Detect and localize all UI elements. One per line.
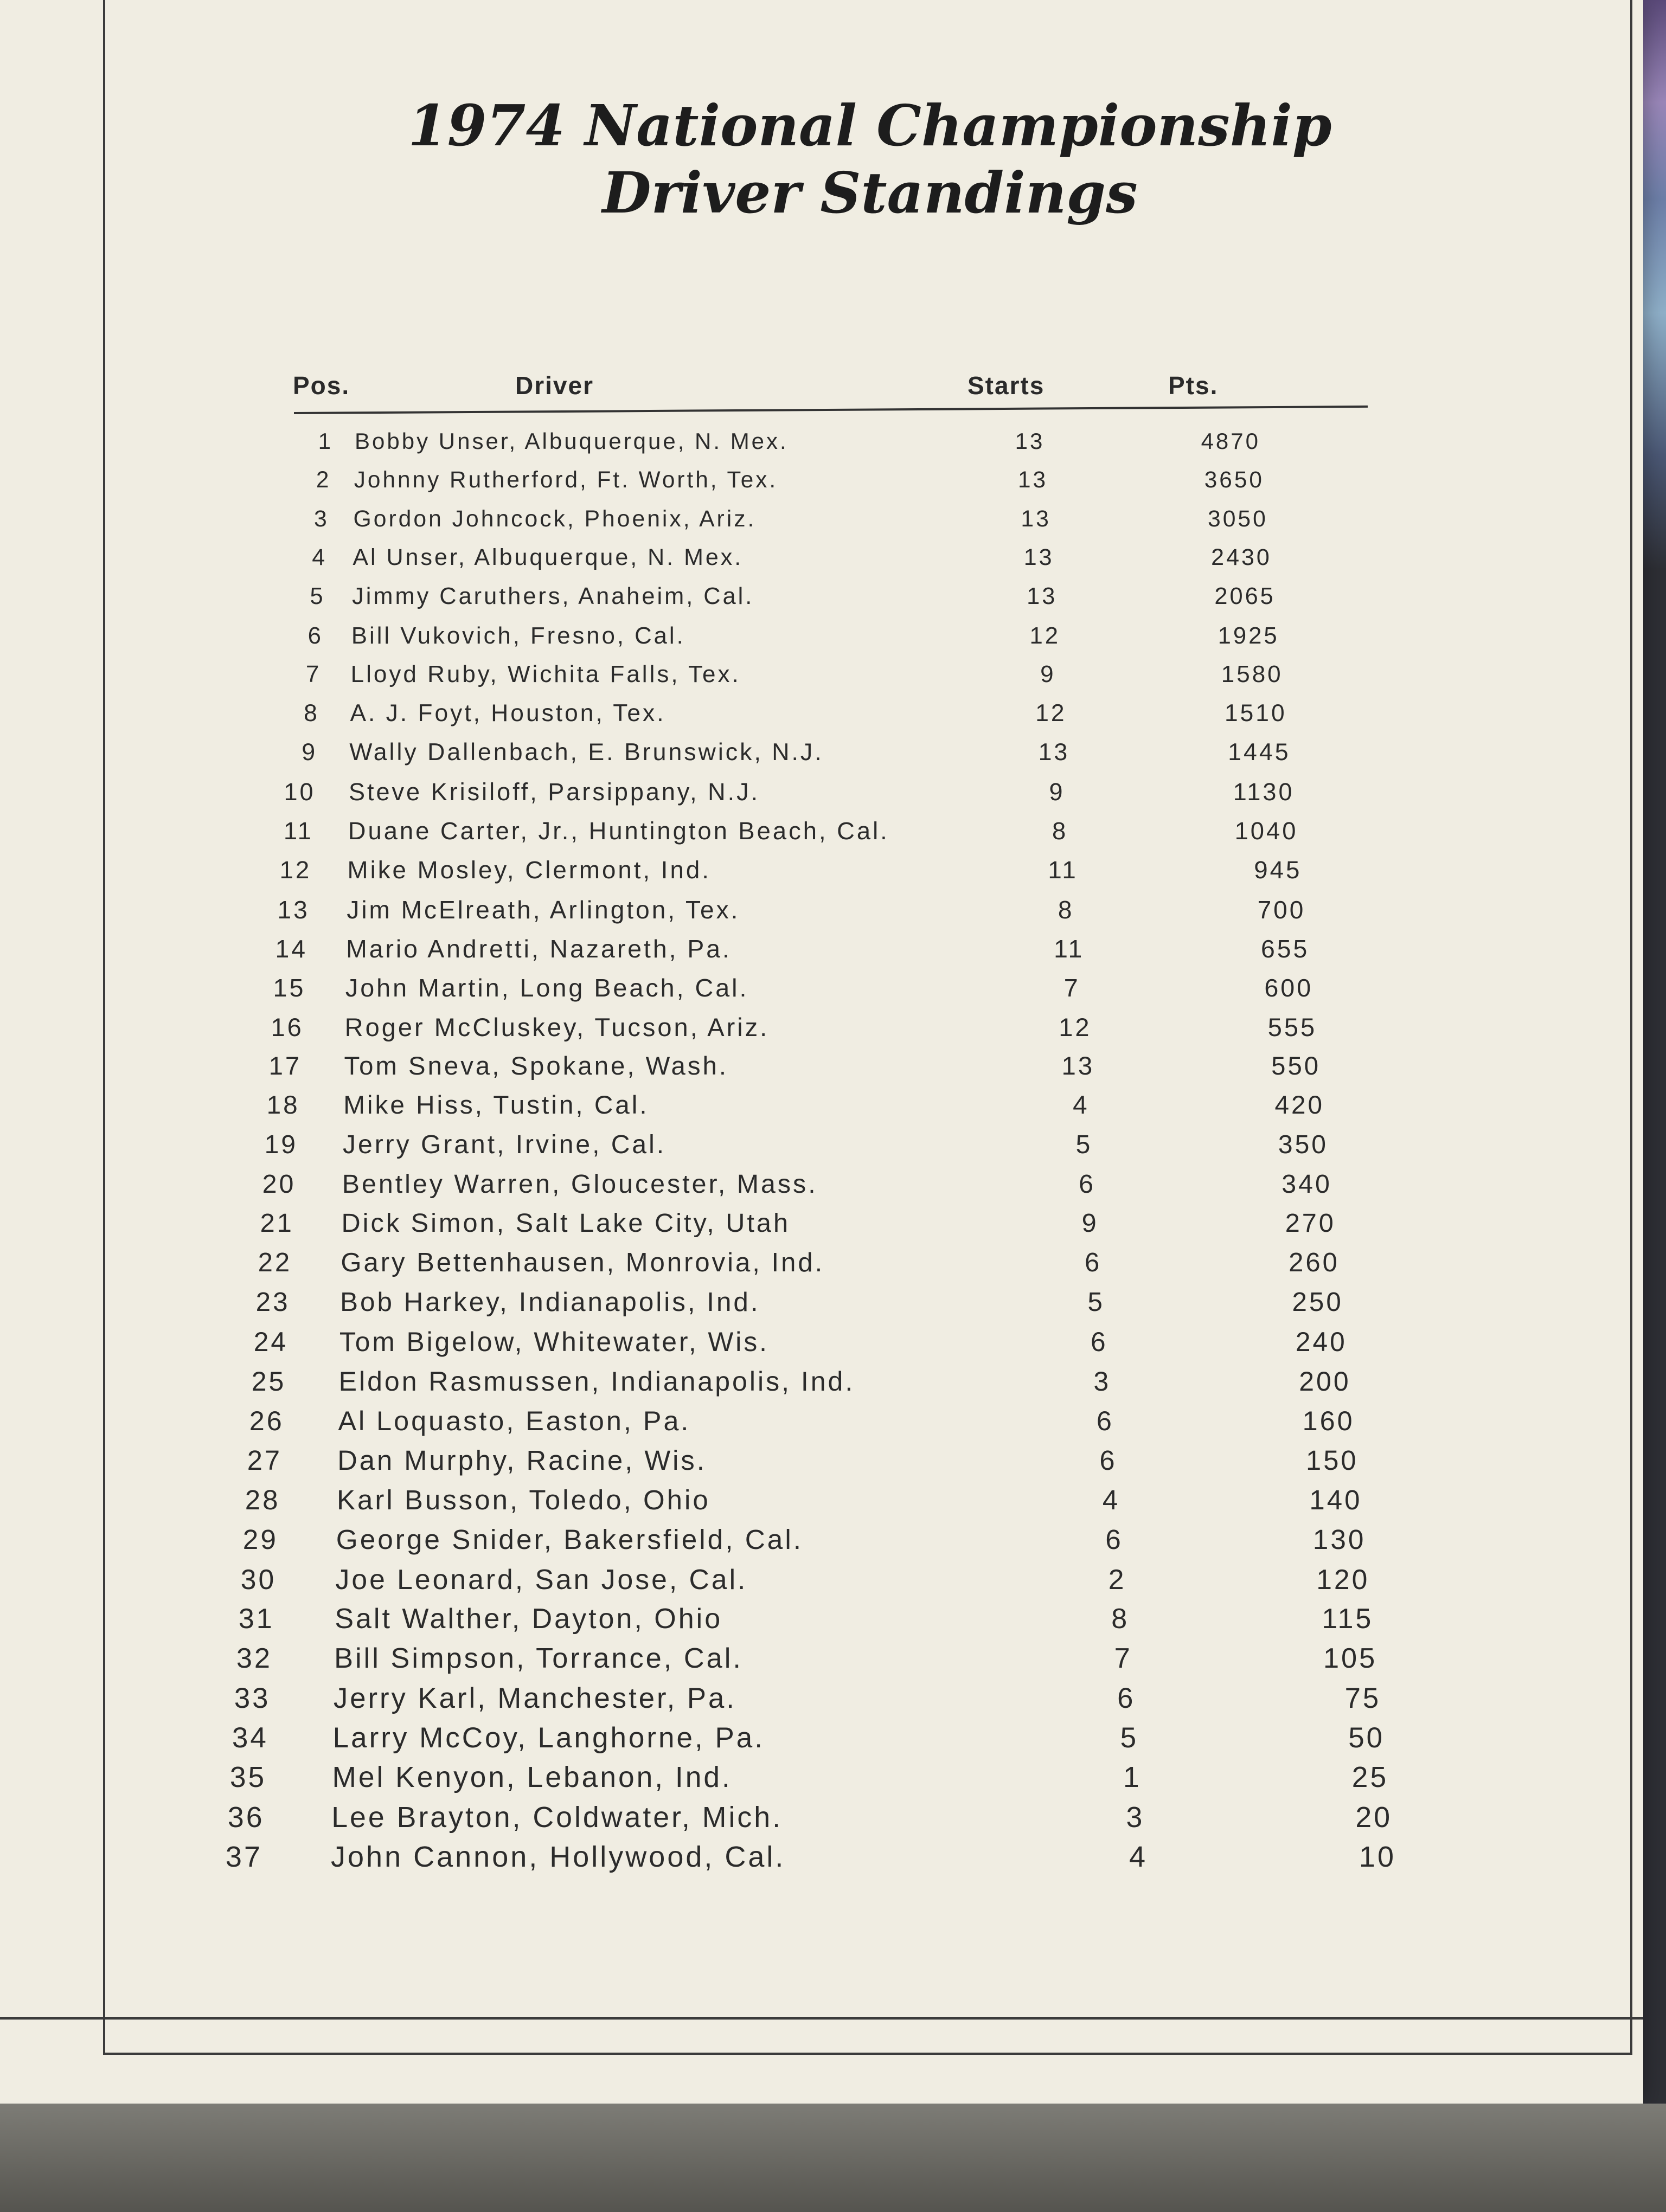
row-starts: 9 — [1049, 777, 1065, 806]
row-pos: 11 — [283, 816, 313, 845]
row-pts: 1040 — [1234, 816, 1298, 845]
row-starts: 5 — [1087, 1287, 1105, 1317]
row-driver: Gary Bettenhausen, Monrovia, Ind. — [341, 1248, 825, 1277]
row-pts: 3650 — [1204, 467, 1264, 493]
table-header — [105, 371, 1635, 409]
row-driver: Salt Walther, Dayton, Ohio — [335, 1603, 723, 1635]
row-driver: John Martin, Long Beach, Cal. — [345, 973, 749, 1002]
row-pos: 8 — [304, 700, 319, 727]
table-row — [105, 1444, 1635, 1477]
table-row — [105, 1130, 1635, 1162]
row-starts: 11 — [1054, 934, 1085, 963]
row-pts: 25 — [1351, 1761, 1389, 1793]
row-pos: 23 — [255, 1287, 290, 1317]
row-starts: 8 — [1058, 895, 1074, 924]
row-pos: 16 — [271, 1012, 304, 1041]
table-row — [105, 934, 1635, 967]
table-row — [105, 1761, 1635, 1793]
row-starts: 2 — [1108, 1563, 1126, 1595]
table-row — [105, 661, 1635, 693]
row-pos: 7 — [305, 661, 322, 688]
row-pos: 13 — [277, 895, 310, 924]
row-starts: 6 — [1085, 1248, 1102, 1277]
row-pts: 105 — [1323, 1642, 1377, 1674]
row-pts: 550 — [1271, 1052, 1321, 1081]
table-row — [105, 1523, 1635, 1556]
row-pts: 2430 — [1211, 544, 1272, 571]
row-starts: 12 — [1035, 700, 1067, 727]
row-pos: 35 — [229, 1761, 267, 1793]
row-starts: 13 — [1038, 738, 1070, 766]
row-pts: 130 — [1312, 1523, 1366, 1555]
row-starts: 9 — [1040, 661, 1056, 688]
table-row — [105, 1801, 1635, 1833]
row-pts: 150 — [1306, 1445, 1359, 1476]
row-pos: 27 — [247, 1445, 283, 1476]
row-starts: 13 — [1015, 428, 1045, 454]
row-starts: 5 — [1075, 1130, 1093, 1159]
row-starts: 6 — [1090, 1327, 1108, 1358]
row-pos: 28 — [245, 1484, 280, 1515]
row-driver: Dick Simon, Salt Lake City, Utah — [341, 1208, 791, 1238]
table-row — [105, 895, 1635, 928]
row-pos: 37 — [225, 1841, 262, 1874]
row-driver: Lloyd Ruby, Wichita Falls, Tex. — [350, 661, 741, 688]
table-row — [105, 1840, 1635, 1873]
row-driver: Tom Sneva, Spokane, Wash. — [344, 1052, 729, 1081]
row-driver: Mel Kenyon, Lebanon, Ind. — [332, 1761, 732, 1793]
row-driver: Mario Andretti, Nazareth, Pa. — [346, 934, 732, 963]
row-driver: Bobby Unser, Albuquerque, N. Mex. — [355, 428, 789, 454]
row-driver: Al Unser, Albuquerque, N. Mex. — [353, 544, 744, 571]
table-row — [105, 700, 1635, 732]
row-pts: 75 — [1344, 1682, 1381, 1714]
row-driver: Roger McCluskey, Tucson, Ariz. — [344, 1012, 770, 1041]
row-pts: 945 — [1254, 856, 1302, 884]
table-row — [105, 973, 1635, 1006]
table-row — [105, 1012, 1635, 1045]
row-starts: 5 — [1120, 1721, 1139, 1754]
row-starts: 13 — [1061, 1052, 1095, 1081]
row-driver: Bill Vukovich, Fresno, Cal. — [351, 622, 685, 649]
table-row — [105, 1563, 1635, 1596]
row-starts: 11 — [1048, 856, 1078, 884]
table-row — [105, 544, 1635, 577]
row-starts: 13 — [1027, 583, 1058, 610]
row-driver: Steve Krisiloff, Parsippany, N.J. — [349, 777, 760, 806]
row-starts: 8 — [1111, 1603, 1130, 1635]
table-row — [105, 856, 1635, 889]
row-pos: 20 — [262, 1169, 296, 1199]
row-driver: Larry McCoy, Langhorne, Pa. — [332, 1721, 765, 1754]
row-pts: 340 — [1281, 1169, 1332, 1199]
row-driver: Dan Murphy, Racine, Wis. — [337, 1445, 707, 1476]
row-pos: 2 — [316, 467, 331, 493]
row-driver: Jim McElreath, Arlington, Tex. — [347, 895, 740, 924]
row-driver: Al Loquasto, Easton, Pa. — [338, 1405, 691, 1437]
row-pts: 50 — [1348, 1721, 1385, 1754]
table-row — [105, 1169, 1635, 1201]
table-row — [105, 467, 1635, 499]
row-pts: 20 — [1355, 1801, 1393, 1834]
surface-below-page — [0, 2104, 1666, 2212]
row-pos: 34 — [232, 1721, 268, 1754]
table-row — [105, 583, 1635, 616]
row-starts: 4 — [1129, 1841, 1148, 1874]
page-title — [105, 92, 1635, 227]
row-pts: 3050 — [1207, 505, 1268, 532]
row-pts: 1445 — [1228, 738, 1291, 766]
table-row — [105, 1721, 1635, 1754]
row-starts: 13 — [1018, 467, 1048, 493]
row-pts: 655 — [1260, 934, 1310, 963]
row-pos: 4 — [312, 544, 328, 571]
title-line-2: Driver Standings — [602, 159, 1138, 226]
row-pos: 12 — [279, 856, 312, 884]
table-row — [105, 1326, 1635, 1359]
row-pts: 555 — [1267, 1012, 1317, 1041]
row-starts: 12 — [1059, 1012, 1092, 1041]
row-starts: 12 — [1029, 622, 1061, 649]
row-starts: 6 — [1079, 1169, 1095, 1199]
row-driver: Lee Brayton, Coldwater, Mich. — [331, 1801, 783, 1834]
row-pos: 21 — [260, 1208, 294, 1238]
row-pts: 1130 — [1233, 777, 1295, 806]
row-starts: 13 — [1023, 544, 1054, 571]
table-row — [105, 1603, 1635, 1635]
row-driver: Tom Bigelow, Whitewater, Wis. — [339, 1327, 769, 1358]
row-pts: 4870 — [1201, 428, 1260, 454]
row-pts: 1925 — [1218, 622, 1279, 649]
table-row — [105, 817, 1635, 850]
row-starts: 3 — [1093, 1366, 1111, 1397]
row-pos: 24 — [253, 1327, 288, 1358]
row-pts: 2065 — [1214, 583, 1276, 610]
table-row — [105, 1208, 1635, 1240]
row-starts: 4 — [1073, 1091, 1090, 1120]
row-starts: 6 — [1096, 1405, 1114, 1437]
table-row — [105, 428, 1635, 461]
row-driver: Duane Carter, Jr., Huntington Beach, Cal. — [348, 816, 889, 845]
header-pos: Pos. — [293, 371, 350, 400]
standings-table — [105, 428, 1635, 1874]
row-starts: 4 — [1102, 1484, 1120, 1515]
row-starts: 6 — [1117, 1682, 1136, 1714]
row-pos: 25 — [251, 1366, 286, 1397]
row-driver: Eldon Rasmussen, Indianapolis, Ind. — [338, 1366, 855, 1397]
row-driver: Jerry Grant, Irvine, Cal. — [343, 1130, 667, 1159]
table-row — [105, 1484, 1635, 1516]
row-pts: 250 — [1292, 1287, 1343, 1317]
row-starts: 3 — [1126, 1801, 1145, 1834]
row-pos: 10 — [284, 777, 316, 806]
row-pos: 6 — [307, 622, 323, 649]
bottom-rule — [0, 2017, 1643, 2020]
header-driver: Driver — [515, 371, 594, 400]
row-driver: John Cannon, Hollywood, Cal. — [331, 1841, 786, 1874]
row-pts: 270 — [1285, 1208, 1336, 1238]
row-driver: Johnny Rutherford, Ft. Worth, Tex. — [354, 467, 778, 493]
row-pos: 32 — [236, 1642, 273, 1674]
row-starts: 7 — [1114, 1642, 1132, 1674]
row-starts: 8 — [1052, 816, 1068, 845]
row-driver: Mike Hiss, Tustin, Cal. — [343, 1091, 649, 1120]
row-pts: 200 — [1299, 1366, 1351, 1397]
row-pts: 10 — [1359, 1841, 1396, 1874]
row-pos: 18 — [266, 1091, 300, 1120]
row-starts: 7 — [1063, 973, 1080, 1002]
row-pos: 31 — [238, 1603, 274, 1635]
row-pos: 26 — [249, 1405, 284, 1437]
header-starts: Starts — [967, 371, 1045, 400]
row-driver: Bentley Warren, Gloucester, Mass. — [342, 1169, 818, 1199]
row-driver: Wally Dallenbach, E. Brunswick, N.J. — [349, 738, 824, 766]
table-row — [105, 1366, 1635, 1398]
header-pts: Pts. — [1168, 371, 1219, 400]
table-row — [105, 1248, 1635, 1280]
row-pts: 160 — [1302, 1405, 1355, 1437]
row-pts: 120 — [1316, 1563, 1370, 1595]
row-driver: Jerry Karl, Manchester, Pa. — [333, 1682, 736, 1714]
table-row — [105, 506, 1635, 538]
row-pos: 22 — [258, 1248, 292, 1277]
row-driver: George Snider, Bakersfield, Cal. — [336, 1523, 803, 1555]
row-driver: Mike Mosley, Clermont, Ind. — [347, 856, 711, 884]
row-pts: 420 — [1274, 1091, 1325, 1120]
row-pts: 140 — [1309, 1484, 1362, 1515]
row-pos: 19 — [264, 1130, 298, 1159]
row-pts: 260 — [1289, 1248, 1340, 1277]
row-pts: 240 — [1295, 1327, 1347, 1358]
row-pos: 1 — [318, 428, 333, 454]
title-line-1: 1974 National Championship — [408, 92, 1332, 159]
row-pts: 700 — [1257, 895, 1306, 924]
table-row — [105, 1405, 1635, 1437]
table-row — [105, 622, 1635, 655]
table-row — [105, 1682, 1635, 1714]
row-pos: 15 — [273, 973, 306, 1002]
row-pts: 350 — [1278, 1130, 1328, 1159]
row-pts: 115 — [1322, 1603, 1374, 1635]
table-row — [105, 1287, 1635, 1319]
row-starts: 6 — [1099, 1445, 1117, 1476]
table-row — [105, 739, 1635, 771]
table-row — [105, 1051, 1635, 1084]
row-pts: 600 — [1264, 973, 1313, 1002]
row-pos: 33 — [234, 1682, 271, 1714]
row-starts: 13 — [1021, 505, 1051, 532]
row-pts: 1510 — [1224, 700, 1287, 727]
table-row — [105, 1090, 1635, 1123]
table-row — [105, 1642, 1635, 1675]
row-pos: 29 — [242, 1523, 278, 1555]
row-driver: Bob Harkey, Indianapolis, Ind. — [340, 1287, 760, 1317]
row-pos: 3 — [314, 505, 329, 532]
row-starts: 9 — [1081, 1208, 1099, 1238]
row-driver: Karl Busson, Toledo, Ohio — [337, 1484, 710, 1515]
row-driver: Bill Simpson, Torrance, Cal. — [334, 1642, 743, 1674]
row-starts: 6 — [1105, 1523, 1123, 1555]
page-frame — [103, 0, 1632, 2055]
row-pos: 30 — [240, 1563, 277, 1595]
row-driver: Gordon Johncock, Phoenix, Ariz. — [353, 505, 757, 532]
table-row — [105, 778, 1635, 811]
row-pos: 5 — [310, 583, 325, 610]
row-pos: 36 — [227, 1801, 265, 1834]
row-driver: Joe Leonard, San Jose, Cal. — [335, 1563, 748, 1595]
row-driver: Jimmy Caruthers, Anaheim, Cal. — [352, 583, 754, 610]
row-pos: 9 — [302, 738, 318, 766]
row-pos: 17 — [268, 1052, 302, 1081]
row-starts: 1 — [1123, 1761, 1142, 1793]
row-pos: 14 — [275, 934, 308, 963]
row-pts: 1580 — [1221, 661, 1283, 688]
row-driver: A. J. Foyt, Houston, Tex. — [350, 700, 666, 727]
